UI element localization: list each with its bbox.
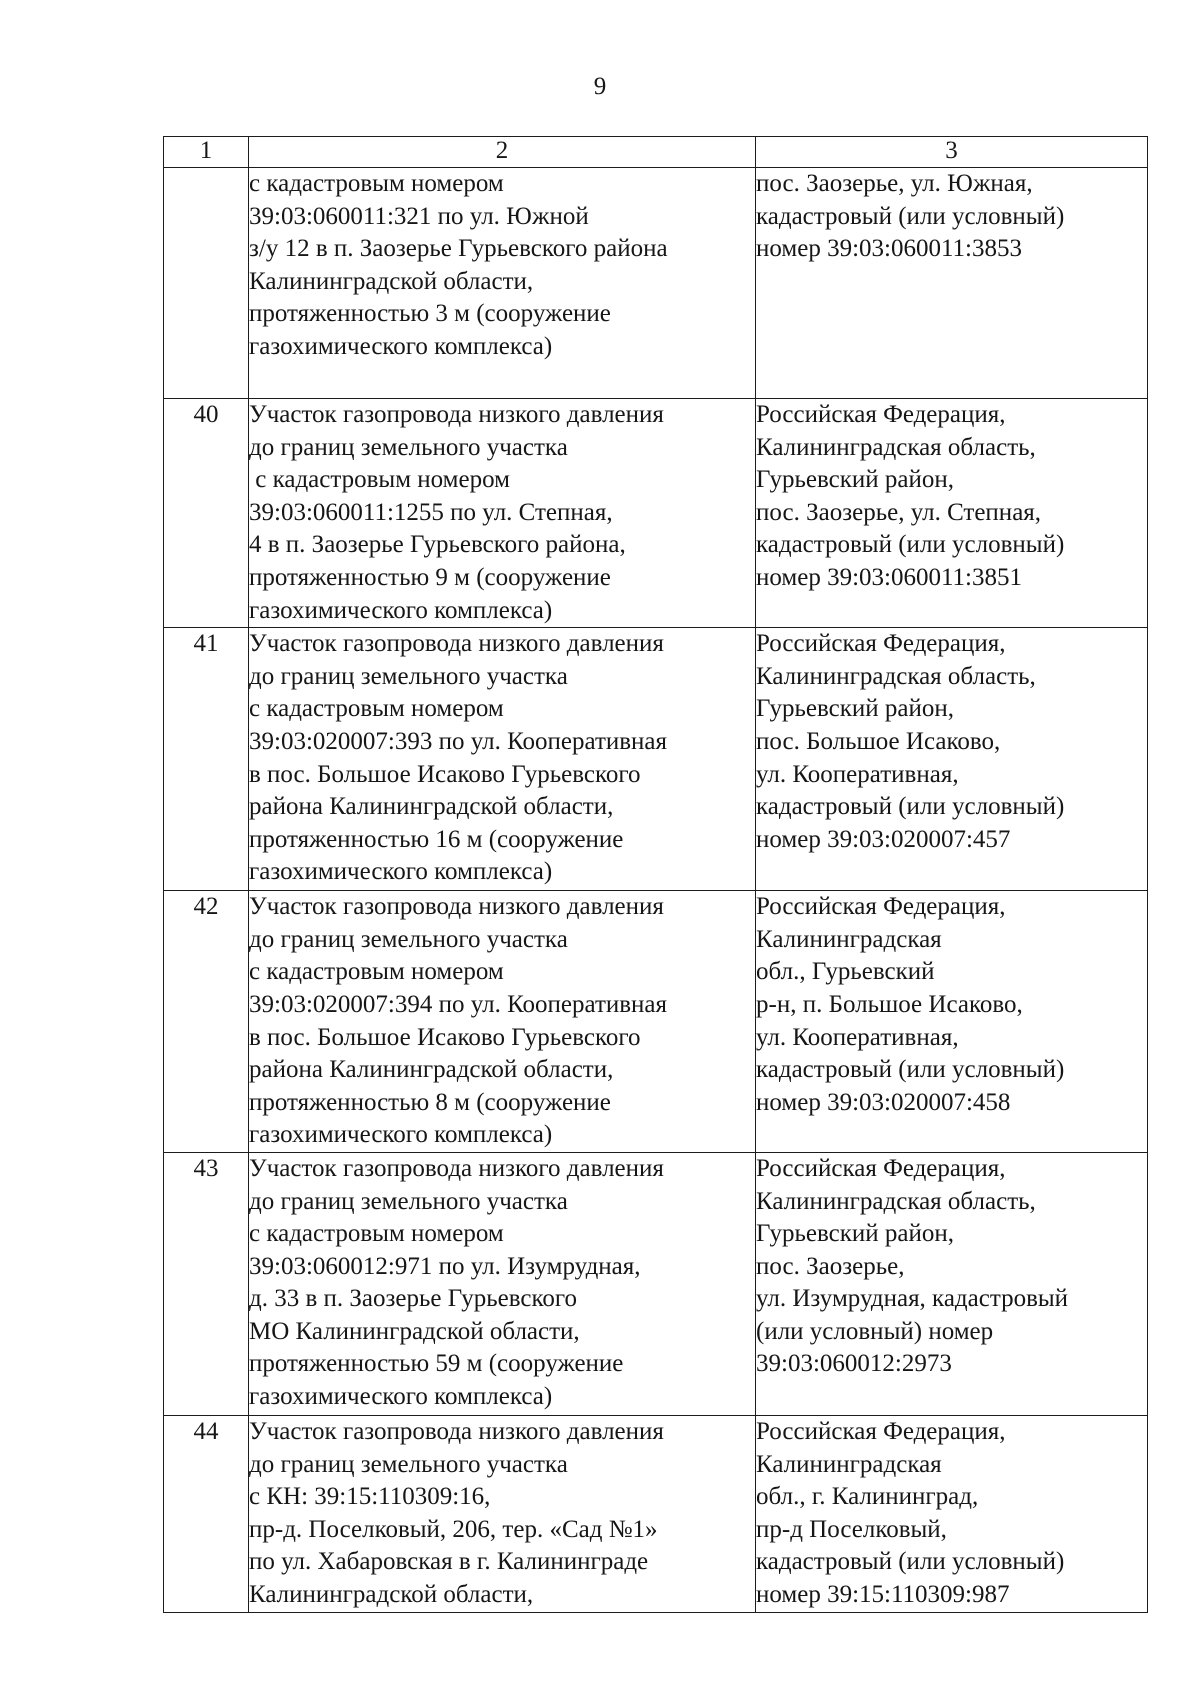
description-line: 39:03:020007:394 по ул. Кооперативная (249, 990, 668, 1018)
address-line: Калининградская область, (756, 1187, 1036, 1215)
address-line: пос. Большое Исаково, (756, 727, 1001, 755)
description-line: с кадастровым номером (249, 958, 504, 986)
description-line: протяженностью 59 м (сооружение (249, 1350, 624, 1378)
address-line: кадастровый (или условный) (756, 793, 1065, 821)
address-line: Калининградская область, (756, 662, 1036, 690)
description-line: 39:03:060011:321 по ул. Южной (249, 202, 589, 230)
address-line: пос. Заозерье, (756, 1252, 905, 1280)
description-line: Участок газопровода низкого давления (249, 893, 664, 921)
register-table (163, 136, 1148, 1613)
location-cadastral-cell (756, 168, 1148, 399)
description-line: з/у 12 в п. Заозерье Гурьевского района (249, 235, 668, 263)
address-line: р-н, п. Большое Исаково, (756, 990, 1023, 1018)
address-line: Калининградская область, (756, 433, 1036, 461)
object-description-cell (249, 628, 756, 891)
description-line: Калининградской области, (249, 1580, 534, 1608)
description-line: 39:03:060012:971 по ул. Изумрудная, (249, 1252, 641, 1280)
description-line: 4 в п. Заозерье Гурьевского района, (249, 531, 626, 559)
table-header (164, 137, 1148, 168)
address-line: Калининградская (756, 1450, 942, 1478)
address-line: Гурьевский район, (756, 466, 955, 494)
description-line: с КН: 39:15:110309:16, (249, 1483, 491, 1511)
address-line: кадастровый (или условный) (756, 1056, 1065, 1084)
description-line: 39:03:020007:393 по ул. Кооперативная (249, 727, 668, 755)
description-line: до границ земельного участка (249, 925, 568, 953)
page-number: 9 (593, 73, 607, 100)
description-line: Участок газопровода низкого давления (249, 630, 664, 658)
description-line: района Калининградской области, (249, 1056, 614, 1084)
address-line: Гурьевский район, (756, 1220, 955, 1248)
table-row (164, 399, 1148, 628)
address-line: номер 39:15:110309:987 (756, 1580, 1010, 1608)
table-body (164, 168, 1148, 1613)
address-line: номер 39:03:020007:458 (756, 1088, 1011, 1116)
location-cadastral-cell (756, 399, 1148, 628)
description-line: с кадастровым номером (249, 466, 510, 494)
object-description-cell (249, 1415, 756, 1612)
header-col-3: 3 (756, 137, 1148, 168)
description-line: протяженностью 3 м (сооружение (249, 300, 611, 328)
object-description-cell (249, 168, 756, 399)
address-line: обл., г. Калининград, (756, 1483, 979, 1511)
description-line: газохимического комплекса) (249, 1121, 553, 1149)
address-line: 39:03:060012:2973 (756, 1350, 952, 1378)
address-line: ул. Изумрудная, кадастровый (756, 1285, 1069, 1313)
description-line: района Калининградской области, (249, 793, 614, 821)
address-line: ул. Кооперативная, (756, 760, 959, 788)
description-line: газохимического комплекса) (249, 596, 553, 624)
description-line: МО Калининградской области, (249, 1317, 580, 1345)
description-line: Участок газопровода низкого давления (249, 401, 664, 428)
address-line: Российская Федерация, (756, 1154, 1006, 1182)
address-line: Российская Федерация, (756, 1417, 1006, 1445)
description-line: газохимического комплекса) (249, 1383, 553, 1411)
location-cadastral-cell (756, 628, 1148, 891)
table-row (164, 891, 1148, 1153)
address-line: Российская Федерация, (756, 630, 1006, 658)
table-row (164, 1415, 1148, 1612)
description-line: до границ земельного участка (249, 1187, 568, 1215)
table-row (164, 168, 1148, 399)
address-line: номер 39:03:060011:3851 (756, 563, 1022, 591)
address-line: пр-д Поселковый, (756, 1515, 947, 1543)
description-line: до границ земельного участка (249, 433, 568, 461)
object-description-cell (249, 399, 756, 628)
address-line: кадастровый (или условный) (756, 1548, 1065, 1576)
address-line: номер 39:03:020007:457 (756, 825, 1011, 853)
address-line: кадастровый (или условный) (756, 202, 1065, 230)
row-number-cell: 42 (164, 891, 249, 1153)
description-line: Участок газопровода низкого давления (249, 1154, 664, 1182)
address-line: (или условный) номер (756, 1317, 994, 1345)
table-row (164, 1152, 1148, 1415)
description-line: до границ земельного участка (249, 662, 568, 690)
description-line: с кадастровым номером (249, 170, 504, 197)
row-number-cell: 41 (164, 628, 249, 891)
address-line: пос. Заозерье, ул. Южная, (756, 170, 1033, 197)
description-line: протяженностью 9 м (сооружение (249, 563, 611, 591)
table-row (164, 628, 1148, 891)
address-line: Российская Федерация, (756, 401, 1006, 428)
description-line: Калининградской области, (249, 267, 534, 295)
description-line: Участок газопровода низкого давления (249, 1417, 664, 1445)
address-line: ул. Кооперативная, (756, 1023, 959, 1051)
description-line: 39:03:060011:1255 по ул. Степная, (249, 498, 613, 526)
description-line: с кадастровым номером (249, 695, 504, 723)
location-cadastral-cell (756, 891, 1148, 1153)
row-number-cell: 40 (164, 399, 249, 628)
address-line: обл., Гурьевский (756, 958, 935, 986)
description-line: протяженностью 16 м (сооружение (249, 825, 624, 853)
address-line: пос. Заозерье, ул. Степная, (756, 498, 1042, 526)
description-line: в пос. Большое Исаково Гурьевского (249, 760, 641, 788)
row-number-cell (164, 168, 249, 399)
location-cadastral-cell (756, 1415, 1148, 1612)
description-line: газохимического комплекса) (249, 858, 553, 886)
address-line: кадастровый (или условный) (756, 531, 1065, 559)
address-line: номер 39:03:060011:3853 (756, 235, 1022, 263)
row-number-cell: 44 (164, 1415, 249, 1612)
description-line: по ул. Хабаровская в г. Калининграде (249, 1548, 649, 1576)
header-row (164, 137, 1148, 168)
header-col-1: 1 (164, 137, 249, 168)
description-line: д. 33 в п. Заозерье Гурьевского (249, 1285, 578, 1313)
description-line: с кадастровым номером (249, 1220, 504, 1248)
object-description-cell (249, 891, 756, 1153)
address-line: Калининградская (756, 925, 942, 953)
description-line: протяженностью 8 м (сооружение (249, 1088, 611, 1116)
location-cadastral-cell (756, 1152, 1148, 1415)
object-description-cell (249, 1152, 756, 1415)
address-line: Российская Федерация, (756, 893, 1006, 921)
description-line: до границ земельного участка (249, 1450, 568, 1478)
address-line: Гурьевский район, (756, 695, 955, 723)
description-line: в пос. Большое Исаково Гурьевского (249, 1023, 641, 1051)
row-number-cell: 43 (164, 1152, 249, 1415)
header-col-2: 2 (249, 137, 756, 168)
description-line: пр-д. Поселковый, 206, тер. «Сад №1» (249, 1515, 658, 1543)
description-line: газохимического комплекса) (249, 332, 553, 360)
